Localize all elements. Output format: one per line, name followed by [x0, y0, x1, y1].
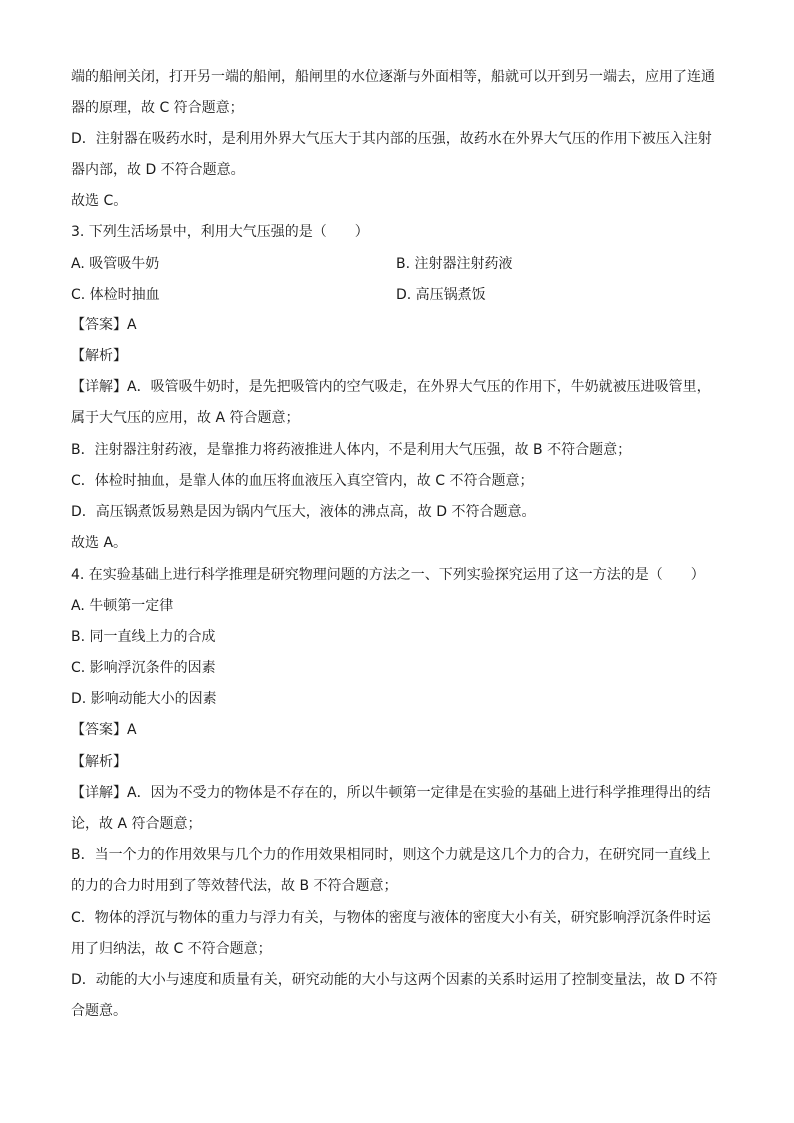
question-4-option-d: D. 影响动能大小的因素 — [71, 691, 217, 707]
question-3-option-c: C. 体检时抽血 — [71, 287, 160, 303]
question-3-explanation: 【详解】A．吸管吸牛奶时，是先把吸管内的空气吸走，在外界大气压的作用下，牛奶就被压进吸管里， — [71, 379, 711, 395]
text-line: 器的原理，故 C 符合题意； — [71, 100, 244, 116]
question-4-explanation: 合题意。 — [71, 1003, 127, 1019]
conclusion-line: 故选 C。 — [71, 193, 128, 209]
question-4-option-b: B. 同一直线上力的合成 — [71, 629, 216, 645]
question-4-explanation: B．当一个力的作用效果与几个力的作用效果相同时，则这个力就是这几个力的合力，在研究同一直线上 — [71, 847, 711, 863]
question-4-explanation: 论，故 A 符合题意； — [71, 816, 202, 832]
question-4-explanation: C．物体的浮沉与物体的重力与浮力有关，与物体的密度与液体的密度大小有关，研究影响浮沉条件时运 — [71, 910, 711, 926]
question-4-explanation: D．动能的大小与速度和质量有关，研究动能的大小与这两个因素的关系时运用了控制变量法，故 D 不符 — [71, 972, 718, 988]
text-line: 端的船闸关闭，打开另一端的船闸，船闸里的水位逐渐与外面相等，船就可以开到另一端去，应用了连通 — [71, 69, 715, 85]
question-3-stem: 3. 下列生活场景中，利用大气压强的是（ ） — [71, 224, 369, 240]
question-3-explanation: 属于大气压的应用，故 A 符合题意； — [71, 410, 300, 426]
text-line: D．注射器在吸药水时，是利用外界大气压大于其内部的压强，故药水在外界大气压的作用下被压入注射 — [71, 131, 712, 147]
question-4-explanation: 【详解】A．因为不受力的物体是不存在的，所以牛顿第一定律是在实验的基础上进行科学推理得出的结 — [71, 785, 711, 801]
question-4-answer: 【答案】A — [71, 722, 137, 738]
question-4-explanation: 用了归纳法，故 C 不符合题意； — [71, 941, 272, 957]
question-4-stem: 4. 在实验基础上进行科学推理是研究物理问题的方法之一、下列实验探究运用了这一方法的是（ ） — [71, 567, 705, 583]
question-3-explanation: C．体检时抽血，是靠人体的血压将血液压入真空管内，故 C 不符合题意； — [71, 473, 534, 489]
question-4-option-c: C. 影响浮沉条件的因素 — [71, 660, 216, 676]
question-4-option-a: A. 牛顿第一定律 — [71, 598, 174, 614]
question-3-option-d: D. 高压锅煮饭 — [396, 287, 486, 303]
question-3-explanation: B．注射器注射药液，是靠推力将药液推进人体内，不是利用大气压强，故 B 不符合题意； — [71, 442, 632, 458]
question-4-explanation: 的力的合力时用到了等效替代法，故 B 不符合题意； — [71, 878, 398, 894]
question-3-answer: 【答案】A — [71, 317, 137, 333]
question-3-conclusion: 故选 A。 — [71, 535, 128, 551]
text-line: 器内部，故 D 不符合题意。 — [71, 162, 245, 178]
question-3-option-b: B. 注射器注射药液 — [396, 256, 513, 272]
question-3-analysis-heading: 【解析】 — [71, 348, 127, 364]
question-3-explanation: D．高压锅煮饭易熟是因为锅内气压大，液体的沸点高，故 D 不符合题意。 — [71, 504, 536, 520]
question-4-analysis-heading: 【解析】 — [71, 754, 127, 770]
question-3-option-a: A. 吸管吸牛奶 — [71, 256, 160, 272]
